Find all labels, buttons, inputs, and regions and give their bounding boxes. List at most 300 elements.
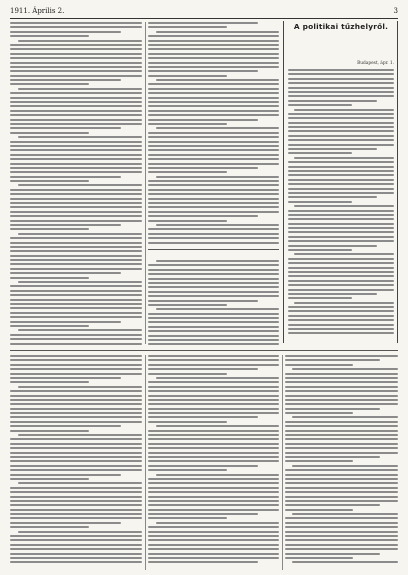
text-line bbox=[148, 141, 279, 143]
text-line bbox=[10, 171, 142, 173]
text-line bbox=[148, 438, 279, 440]
text-line bbox=[10, 224, 121, 226]
text-line bbox=[148, 390, 279, 392]
text-line bbox=[292, 561, 398, 563]
text-line bbox=[10, 255, 142, 257]
text-line bbox=[148, 517, 227, 519]
text-line bbox=[18, 233, 142, 235]
text-line bbox=[294, 205, 394, 207]
text-line bbox=[148, 373, 227, 375]
text-line bbox=[18, 531, 142, 533]
text-line bbox=[148, 330, 279, 332]
text-line bbox=[10, 176, 121, 178]
text-line bbox=[10, 544, 142, 546]
text-line bbox=[148, 184, 279, 186]
text-line bbox=[288, 284, 394, 286]
text-line bbox=[285, 403, 398, 405]
text-line bbox=[148, 291, 279, 293]
text-line bbox=[148, 228, 279, 230]
text-line bbox=[10, 355, 142, 357]
text-line bbox=[10, 79, 121, 81]
text-line bbox=[148, 553, 279, 555]
text-line bbox=[10, 92, 142, 94]
text-line bbox=[148, 544, 279, 546]
text-line bbox=[10, 180, 89, 182]
article-column-right-lower bbox=[285, 355, 398, 570]
text-line bbox=[10, 338, 142, 340]
text-line bbox=[148, 286, 279, 288]
text-line bbox=[148, 491, 279, 493]
text-line bbox=[148, 447, 279, 449]
section-divider bbox=[148, 249, 279, 250]
text-line bbox=[285, 381, 398, 383]
text-line bbox=[10, 377, 121, 379]
text-line bbox=[10, 290, 142, 292]
text-line bbox=[294, 253, 394, 255]
text-line bbox=[285, 469, 398, 471]
text-line bbox=[10, 469, 142, 471]
text-line bbox=[288, 218, 394, 220]
text-line bbox=[148, 300, 258, 302]
text-line bbox=[288, 332, 394, 334]
text-line bbox=[148, 198, 279, 200]
text-line bbox=[10, 259, 142, 261]
column-divider-lower-1 bbox=[145, 355, 146, 570]
text-line bbox=[148, 381, 279, 383]
text-line bbox=[288, 324, 394, 326]
text-line bbox=[285, 377, 398, 379]
text-line bbox=[292, 465, 398, 467]
text-line bbox=[148, 206, 279, 208]
text-line bbox=[10, 158, 142, 160]
text-line bbox=[156, 224, 279, 226]
text-line bbox=[148, 487, 279, 489]
text-line bbox=[10, 154, 142, 156]
text-line bbox=[285, 482, 398, 484]
text-line bbox=[10, 189, 142, 191]
text-line bbox=[148, 269, 279, 271]
text-line bbox=[285, 434, 398, 436]
text-line bbox=[18, 136, 142, 138]
text-line bbox=[288, 130, 394, 132]
text-line bbox=[285, 421, 398, 423]
text-line bbox=[288, 192, 394, 194]
text-line bbox=[148, 158, 279, 160]
text-line bbox=[285, 474, 398, 476]
text-line bbox=[10, 163, 142, 165]
text-line bbox=[148, 368, 258, 370]
text-line bbox=[294, 302, 394, 304]
text-line bbox=[10, 491, 142, 493]
text-line bbox=[148, 273, 279, 275]
text-line bbox=[288, 188, 394, 190]
text-line bbox=[148, 403, 279, 405]
text-line bbox=[148, 233, 279, 235]
text-line bbox=[148, 53, 279, 55]
text-line bbox=[10, 22, 142, 24]
page-header bbox=[10, 4, 398, 18]
text-line bbox=[10, 408, 142, 410]
text-line bbox=[285, 491, 398, 493]
text-line bbox=[148, 482, 279, 484]
text-line bbox=[10, 215, 142, 217]
text-line bbox=[10, 373, 142, 375]
text-line bbox=[148, 83, 279, 85]
text-line bbox=[148, 478, 279, 480]
text-line bbox=[288, 161, 394, 163]
text-line bbox=[288, 249, 352, 251]
text-line bbox=[285, 496, 398, 498]
text-line bbox=[10, 522, 121, 524]
text-line bbox=[148, 57, 279, 59]
fold-divider bbox=[10, 350, 398, 351]
text-line bbox=[288, 201, 352, 203]
text-line bbox=[18, 88, 142, 90]
text-line bbox=[10, 325, 89, 327]
text-line bbox=[156, 79, 279, 81]
text-line bbox=[285, 504, 380, 506]
text-line bbox=[148, 326, 279, 328]
text-line bbox=[10, 312, 142, 314]
text-line bbox=[285, 373, 398, 375]
text-line bbox=[18, 329, 142, 331]
text-line bbox=[156, 377, 279, 379]
text-line bbox=[10, 395, 142, 397]
text-line bbox=[148, 295, 279, 297]
text-line bbox=[10, 399, 142, 401]
text-line bbox=[10, 211, 142, 213]
text-line bbox=[10, 447, 142, 449]
text-line bbox=[288, 328, 394, 330]
text-line bbox=[10, 220, 142, 222]
text-line bbox=[288, 122, 394, 124]
text-line bbox=[288, 196, 377, 198]
text-line bbox=[288, 297, 352, 299]
text-line bbox=[288, 231, 394, 233]
text-line bbox=[10, 421, 142, 423]
text-line bbox=[292, 513, 398, 515]
text-line bbox=[148, 304, 227, 306]
text-line bbox=[10, 202, 142, 204]
article-column-middle-bottom bbox=[148, 355, 279, 570]
text-line bbox=[148, 171, 227, 173]
text-line bbox=[285, 399, 398, 401]
text-line bbox=[10, 364, 142, 366]
header-rule bbox=[10, 18, 398, 19]
text-line bbox=[288, 214, 394, 216]
text-line bbox=[285, 557, 353, 559]
text-line bbox=[288, 306, 394, 308]
text-line bbox=[148, 359, 279, 361]
text-line bbox=[148, 504, 279, 506]
text-line bbox=[148, 335, 279, 337]
text-line bbox=[10, 285, 142, 287]
text-line bbox=[288, 100, 377, 102]
text-line bbox=[148, 35, 279, 37]
text-line bbox=[288, 258, 394, 260]
text-line bbox=[148, 557, 279, 559]
text-line bbox=[10, 277, 89, 279]
text-line bbox=[148, 509, 279, 511]
text-line bbox=[148, 456, 279, 458]
text-line bbox=[148, 430, 279, 432]
text-line bbox=[10, 517, 142, 519]
text-line bbox=[288, 262, 394, 264]
text-line bbox=[10, 513, 142, 515]
text-line bbox=[148, 539, 279, 541]
text-line bbox=[288, 275, 394, 277]
text-line bbox=[285, 386, 398, 388]
text-line bbox=[288, 319, 394, 321]
text-line bbox=[10, 268, 142, 270]
page-number: 3 bbox=[393, 7, 398, 15]
text-line bbox=[10, 70, 142, 72]
text-line bbox=[156, 31, 279, 33]
text-line bbox=[148, 215, 258, 217]
feature-article-body bbox=[288, 69, 394, 341]
text-line bbox=[10, 83, 89, 85]
text-line bbox=[285, 390, 398, 392]
text-line bbox=[148, 412, 279, 414]
text-line bbox=[10, 500, 142, 502]
text-line bbox=[285, 539, 398, 541]
text-line bbox=[10, 141, 142, 143]
text-line bbox=[288, 148, 377, 150]
text-line bbox=[285, 544, 398, 546]
text-line bbox=[148, 40, 279, 42]
text-line bbox=[10, 246, 142, 248]
text-line bbox=[285, 517, 398, 519]
text-line bbox=[285, 447, 398, 449]
text-line bbox=[148, 193, 279, 195]
text-line bbox=[288, 69, 394, 71]
text-line bbox=[148, 220, 227, 222]
text-line bbox=[10, 53, 142, 55]
text-line bbox=[285, 460, 353, 462]
text-line bbox=[10, 430, 89, 432]
text-line bbox=[148, 399, 279, 401]
column-divider bbox=[145, 22, 146, 344]
text-line bbox=[285, 487, 398, 489]
text-line bbox=[10, 26, 142, 28]
text-line bbox=[148, 26, 227, 28]
text-line bbox=[285, 425, 398, 427]
text-line bbox=[288, 315, 394, 317]
feature-dateline: Budapest, ápr. 1. bbox=[357, 61, 394, 66]
text-line bbox=[288, 310, 394, 312]
text-line bbox=[10, 149, 142, 151]
text-line bbox=[10, 465, 142, 467]
text-line bbox=[285, 548, 398, 550]
text-line bbox=[148, 75, 227, 77]
text-line bbox=[285, 500, 398, 502]
text-line bbox=[10, 548, 142, 550]
text-line bbox=[148, 313, 279, 315]
text-line bbox=[288, 170, 394, 172]
text-line bbox=[148, 408, 279, 410]
text-line bbox=[148, 132, 279, 134]
text-line bbox=[288, 117, 394, 119]
text-line bbox=[10, 496, 142, 498]
text-line bbox=[10, 359, 142, 361]
text-line bbox=[10, 167, 142, 169]
text-line bbox=[10, 443, 142, 445]
text-line bbox=[148, 421, 227, 423]
text-line bbox=[148, 88, 279, 90]
text-line bbox=[10, 504, 142, 506]
text-line bbox=[148, 105, 279, 107]
text-line bbox=[10, 561, 142, 563]
text-line bbox=[285, 443, 398, 445]
text-line bbox=[148, 92, 279, 94]
text-line bbox=[292, 368, 398, 370]
text-line bbox=[10, 97, 142, 99]
text-line bbox=[288, 223, 394, 225]
text-line bbox=[148, 452, 279, 454]
text-line bbox=[148, 364, 279, 366]
text-line bbox=[148, 123, 227, 125]
text-line bbox=[148, 97, 279, 99]
text-line bbox=[288, 126, 394, 128]
text-line bbox=[148, 395, 279, 397]
text-line bbox=[10, 412, 142, 414]
text-line bbox=[156, 425, 279, 427]
text-line bbox=[10, 425, 121, 427]
text-line bbox=[148, 443, 279, 445]
text-line bbox=[148, 167, 258, 169]
text-line bbox=[10, 343, 142, 345]
text-line bbox=[294, 109, 394, 111]
feature-title: A politikai tűzhelyről. bbox=[293, 22, 389, 31]
text-line bbox=[10, 132, 89, 134]
text-line bbox=[288, 174, 394, 176]
text-line bbox=[10, 57, 142, 59]
text-line bbox=[294, 157, 394, 159]
text-line bbox=[148, 180, 279, 182]
text-line bbox=[288, 73, 394, 75]
text-line bbox=[10, 526, 89, 528]
text-line bbox=[148, 460, 279, 462]
text-line bbox=[288, 152, 352, 154]
text-line bbox=[148, 62, 279, 64]
text-line bbox=[148, 119, 258, 121]
text-line bbox=[148, 531, 279, 533]
text-line bbox=[148, 237, 279, 239]
text-line bbox=[285, 412, 353, 414]
text-line bbox=[285, 478, 398, 480]
text-line bbox=[10, 316, 142, 318]
text-line bbox=[148, 282, 279, 284]
text-line bbox=[10, 206, 142, 208]
text-line bbox=[148, 339, 279, 341]
text-line bbox=[285, 438, 398, 440]
text-line bbox=[148, 386, 279, 388]
text-line bbox=[288, 104, 352, 106]
text-line bbox=[288, 236, 394, 238]
text-line bbox=[148, 500, 279, 502]
text-line bbox=[148, 211, 279, 213]
text-line bbox=[148, 44, 279, 46]
issue-date: 1911. Április 2. bbox=[10, 7, 65, 15]
text-line bbox=[156, 260, 279, 262]
text-line bbox=[285, 526, 398, 528]
text-line bbox=[148, 189, 279, 191]
text-line bbox=[10, 110, 142, 112]
text-line bbox=[18, 281, 142, 283]
text-line bbox=[10, 535, 142, 537]
text-line bbox=[148, 163, 279, 165]
text-line bbox=[288, 289, 394, 291]
text-line bbox=[10, 478, 89, 480]
text-line bbox=[288, 82, 394, 84]
text-line bbox=[10, 403, 142, 405]
text-line bbox=[10, 416, 142, 418]
text-line bbox=[10, 31, 121, 33]
text-line bbox=[10, 381, 89, 383]
article-column-middle-upper bbox=[148, 22, 279, 247]
text-line bbox=[148, 22, 258, 24]
text-line bbox=[10, 114, 142, 116]
text-line bbox=[10, 44, 142, 46]
text-line bbox=[156, 522, 279, 524]
text-line bbox=[10, 75, 142, 77]
text-line bbox=[148, 496, 279, 498]
text-line bbox=[148, 154, 279, 156]
text-line bbox=[288, 139, 394, 141]
text-line bbox=[10, 272, 121, 274]
text-line bbox=[288, 135, 394, 137]
text-line bbox=[285, 359, 380, 361]
text-line bbox=[148, 535, 279, 537]
text-line bbox=[285, 395, 398, 397]
text-line bbox=[148, 469, 227, 471]
text-line bbox=[285, 430, 398, 432]
text-line bbox=[10, 299, 142, 301]
article-column-middle-lower bbox=[148, 260, 279, 348]
text-line bbox=[10, 438, 142, 440]
text-line bbox=[288, 245, 377, 247]
text-line bbox=[156, 127, 279, 129]
text-line bbox=[10, 105, 142, 107]
text-line bbox=[10, 228, 89, 230]
text-line bbox=[10, 334, 142, 336]
text-line bbox=[148, 48, 279, 50]
text-line bbox=[288, 78, 394, 80]
text-line bbox=[148, 513, 258, 515]
text-line bbox=[288, 179, 394, 181]
text-line bbox=[10, 321, 121, 323]
text-line bbox=[288, 144, 394, 146]
text-line bbox=[10, 303, 142, 305]
text-line bbox=[10, 123, 142, 125]
text-line bbox=[10, 509, 142, 511]
text-line bbox=[148, 145, 279, 147]
text-line bbox=[10, 487, 142, 489]
text-line bbox=[18, 434, 142, 436]
text-line bbox=[285, 535, 398, 537]
text-line bbox=[10, 198, 142, 200]
text-line bbox=[288, 293, 377, 295]
text-line bbox=[288, 183, 394, 185]
text-line bbox=[148, 136, 279, 138]
text-line bbox=[285, 355, 398, 357]
text-line bbox=[285, 509, 353, 511]
text-line bbox=[288, 280, 394, 282]
text-line bbox=[10, 62, 142, 64]
text-line bbox=[148, 110, 279, 112]
text-line bbox=[288, 166, 394, 168]
text-line bbox=[10, 48, 142, 50]
